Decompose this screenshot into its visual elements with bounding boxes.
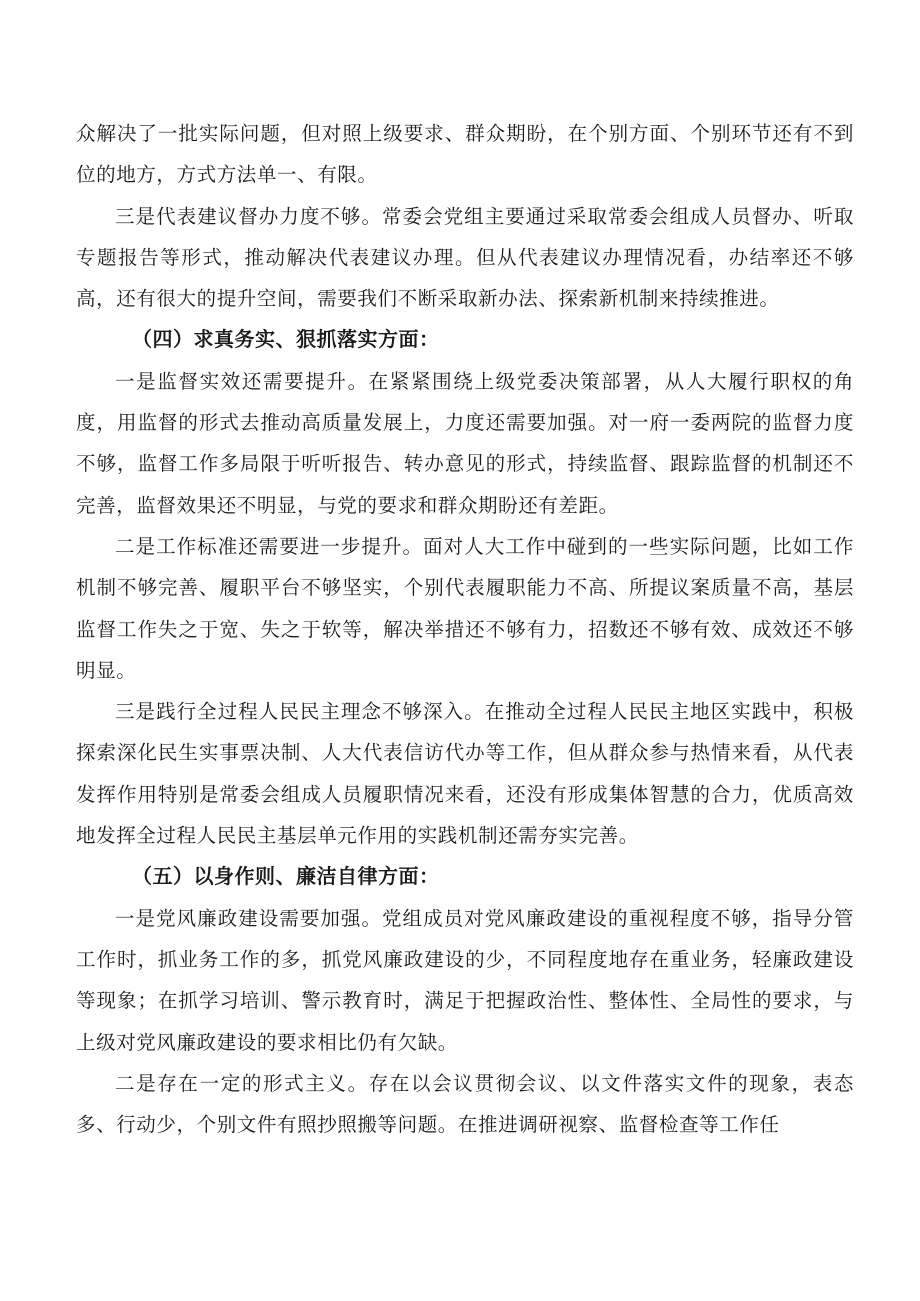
section-heading-four: （四）求真务实、狠抓落实方面： (132, 327, 440, 352)
paragraph-clean-governance: 一是党风廉政建设需要加强。党组成员对党风廉政建设的重视程度不够，指导分管工作时，抓业务工作的多，抓党风廉政建设的少，不同程度地存在重业务，轻廉政建设等现象；在抓学习培训、警示教育时，满足于把握政治性、整体性、全局性的要求，与上级对党风廉政建设的要求相比仍有欠缺。 (76, 906, 854, 1054)
paragraph-continuation: 众解决了一批实际问题，但对照上级要求、群众期盼，在个别方面、个别环节还有不到位的地方，方式方法单一、有限。 (76, 122, 854, 187)
paragraph-whole-process-democracy: 三是践行全过程人民民主理念不够深入。在推动全过程人民民主地区实践中，积极探索深化民生实事票决制、人大代表信访代办等工作，但从群众参与热情来看，从代表发挥作用特别是常委会组成人员履职情况来看，还没有形成集体智慧的合力，优质高效地发挥全过程人民民主基层单元作用的实践机制还需夯实完善。 (76, 700, 854, 848)
paragraph-supervision-effectiveness: 一是监督实效还需要提升。在紧紧围绕上级党委决策部署，从人大履行职权的角度，用监督的形式去推动高质量发展上，力度还需要加强。对一府一委两院的监督力度不够，监督工作多局限于听听报告、转办意见的形式，持续监督、跟踪监督的机制还不完善，监督效果还不明显，与党的要求和群众期盼还有差距。 (76, 369, 854, 517)
paragraph-work-standards: 二是工作标准还需要进一步提升。面对人大工作中碰到的一些实际问题，比如工作机制不够完善、履职平台不够坚实，个别代表履职能力不高、所提议案质量不高，基层监督工作失之于宽、失之于软等，解决举措还不够有力，招数还不够有效、成效还不够明显。 (76, 534, 854, 682)
document-body (76, 113, 854, 1145)
paragraph-formalism: 二是存在一定的形式主义。存在以会议贯彻会议、以文件落实文件的现象，表态多、行动少，个别文件有照抄照搬等问题。在推进调研视察、监督检查等工作任 (76, 1071, 854, 1137)
paragraph-representative-suggestions: 三是代表建议督办力度不够。常委会党组主要通过采取常委会组成人员督办、听取专题报告等形式，推动解决代表建议办理。但从代表建议办理情况看，办结率还不够高，还有很大的提升空间，需要我们不断采取新办法、探索新机制来持续推进。 (76, 204, 854, 311)
section-heading-five: （五）以身作则、廉洁自律方面： (132, 864, 440, 889)
